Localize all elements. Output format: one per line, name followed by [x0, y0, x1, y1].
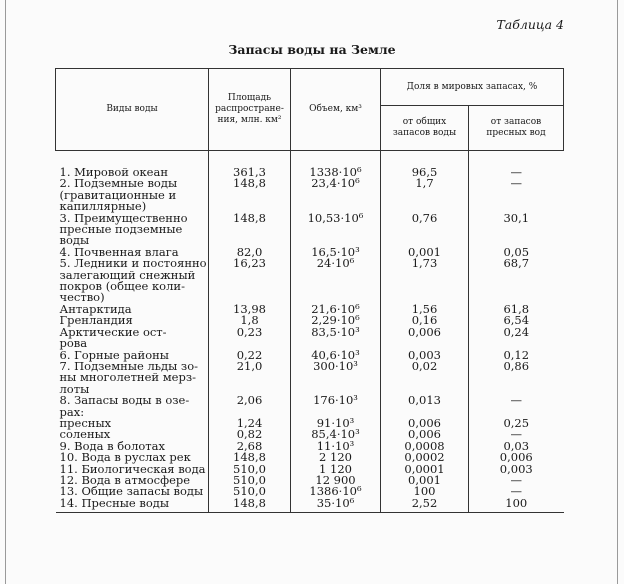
table-row — [56, 418, 564, 429]
share-fresh-cell: 0,05 — [469, 247, 564, 258]
share-total-cell: 0,02 — [381, 361, 469, 395]
area-cell: 13,98 — [209, 304, 291, 315]
volume-cell: 12 900 — [291, 475, 381, 486]
area-cell: 2,06 — [209, 395, 291, 418]
water-kind-label: Гренландия — [59, 313, 133, 328]
share-total-cell: 0,0002 — [381, 452, 469, 463]
table-row — [56, 361, 564, 395]
table-row — [56, 178, 564, 212]
share-total-cell: 0,76 — [381, 213, 469, 247]
water-kind-label: 5. Ледники и постоянно — [59, 256, 207, 271]
volume-cell: 2 120 — [291, 452, 381, 463]
water-kind-label-continuation: пресные подземные — [59, 222, 183, 237]
water-kind-label: 14. Пресные воды — [59, 495, 169, 510]
water-kind-cell — [56, 178, 209, 212]
header-area: Площадь распростране-ния, млн. км² — [209, 69, 291, 151]
share-total-cell: 1,56 — [381, 304, 469, 315]
header-kind: Виды воды — [56, 69, 209, 151]
water-kind-label-continuation: ны многолетней мерз- — [59, 370, 196, 385]
table-row — [56, 395, 564, 418]
table-row — [56, 258, 564, 304]
area-cell: 2,68 — [209, 441, 291, 452]
water-kind-cell — [56, 358, 209, 396]
water-kind-label: Арктические ост- — [59, 324, 167, 339]
water-reserves-table — [55, 68, 564, 513]
water-kind-label: 12. Вода в атмосфере — [59, 472, 191, 487]
share-total-cell: 0,16 — [381, 315, 469, 326]
area-cell: 361,3 — [209, 151, 291, 179]
area-cell: 0,23 — [209, 327, 291, 350]
water-kind-label: 7. Подземные льды зо- — [59, 358, 198, 373]
volume-cell: 83,5·10³ — [291, 327, 381, 350]
share-fresh-cell: — — [469, 475, 564, 486]
water-kind-label-continuation: рова — [59, 336, 88, 351]
water-kind-label-continuation: (гравитационные и — [59, 187, 177, 202]
share-fresh-cell: 61,8 — [469, 304, 564, 315]
share-total-cell: 0,0008 — [381, 441, 469, 452]
table-row — [56, 213, 564, 247]
water-kind-label: соленых — [59, 427, 111, 442]
water-kind-label: 2. Подземные воды — [59, 176, 178, 191]
scan-border-right — [617, 0, 618, 584]
share-fresh-cell: 0,25 — [469, 418, 564, 429]
water-kind-cell — [56, 395, 209, 418]
header-share-fresh: от запасов пресных вод — [469, 106, 564, 151]
water-kind-label: 3. Преимущественно — [59, 210, 188, 225]
water-kind-label-continuation: рах: — [59, 404, 85, 419]
volume-cell: 1338·10⁶ — [291, 151, 381, 179]
water-kind-label: 10. Вода в руслах рек — [59, 450, 191, 465]
water-kind-label: 6. Горные районы — [59, 347, 169, 362]
area-cell: 1,8 — [209, 315, 291, 326]
volume-cell: 2,29·10⁶ — [291, 315, 381, 326]
share-total-cell: 0,0001 — [381, 464, 469, 475]
share-fresh-cell: — — [469, 429, 564, 440]
share-total-cell: 2,52 — [381, 498, 469, 513]
share-total-cell: 0,001 — [381, 247, 469, 258]
share-total-cell: 0,006 — [381, 327, 469, 350]
water-kind-label-continuation: лоты — [59, 381, 90, 396]
share-total-cell: 0,003 — [381, 350, 469, 361]
volume-cell: 21,6·10⁶ — [291, 304, 381, 315]
header-share-total: от общих запасов воды — [381, 106, 469, 151]
share-total-cell: 1,7 — [381, 178, 469, 212]
share-total-cell: 96,5 — [381, 151, 469, 179]
water-kind-label: 9. Вода в болотах — [59, 438, 166, 453]
volume-cell: 1 120 — [291, 464, 381, 475]
water-kind-label: 8. Запасы воды в озе- — [59, 393, 190, 408]
water-kind-label: 4. Почвенная влага — [59, 244, 179, 259]
volume-cell: 16,5·10³ — [291, 247, 381, 258]
table-row — [56, 498, 564, 513]
table-row — [56, 151, 564, 179]
share-fresh-cell: 6,54 — [469, 315, 564, 326]
water-kind-cell — [56, 324, 209, 351]
share-fresh-cell: — — [469, 178, 564, 212]
volume-cell: 1386·10⁶ — [291, 486, 381, 497]
header-volume: Объем, км³ — [291, 69, 381, 151]
share-total-cell: 0,006 — [381, 418, 469, 429]
water-kind-label: 11. Биологическая вода — [59, 461, 206, 476]
share-fresh-cell: — — [469, 395, 564, 418]
water-kind-cell — [56, 151, 209, 179]
water-kind-label: Антарктида — [59, 301, 132, 316]
share-fresh-cell: 100 — [469, 498, 564, 513]
volume-cell: 11·10³ — [291, 441, 381, 452]
share-fresh-cell: 30,1 — [469, 213, 564, 247]
volume-cell: 91·10³ — [291, 418, 381, 429]
water-kind-cell — [56, 258, 209, 304]
area-cell: 0,22 — [209, 350, 291, 361]
share-fresh-cell: — — [469, 151, 564, 179]
water-kind-label: пресных — [59, 415, 112, 430]
area-cell: 510,0 — [209, 486, 291, 497]
volume-cell: 23,4·10⁶ — [291, 178, 381, 212]
share-fresh-cell: — — [469, 486, 564, 497]
water-kind-label-continuation: воды — [59, 233, 90, 248]
water-kind-cell — [56, 495, 209, 513]
volume-cell: 35·10⁶ — [291, 498, 381, 513]
area-cell: 148,8 — [209, 498, 291, 513]
share-total-cell: 0,006 — [381, 429, 469, 440]
area-cell: 1,24 — [209, 418, 291, 429]
water-kind-label-continuation: залегающий снежный — [59, 267, 196, 282]
area-cell: 510,0 — [209, 464, 291, 475]
volume-cell: 10,53·10⁶ — [291, 213, 381, 247]
water-kind-label-continuation: покров (общее коли- — [59, 279, 185, 294]
water-kind-cell — [56, 210, 209, 248]
area-cell: 82,0 — [209, 247, 291, 258]
share-fresh-cell: 0,03 — [469, 441, 564, 452]
share-fresh-cell: 0,003 — [469, 464, 564, 475]
area-cell: 148,8 — [209, 178, 291, 212]
water-kind-label: 1. Мировой океан — [59, 165, 169, 179]
share-fresh-cell: 68,7 — [469, 258, 564, 304]
share-fresh-cell: 0,86 — [469, 361, 564, 395]
area-cell: 510,0 — [209, 475, 291, 486]
volume-cell: 24·10⁶ — [291, 258, 381, 304]
share-total-cell: 0,013 — [381, 395, 469, 418]
area-cell: 0,82 — [209, 429, 291, 440]
area-cell: 148,8 — [209, 452, 291, 463]
water-kind-label-continuation: капиллярные) — [59, 199, 147, 214]
volume-cell: 176·10³ — [291, 395, 381, 418]
share-total-cell: 100 — [381, 486, 469, 497]
table-caption: Таблица 4 — [496, 17, 564, 32]
volume-cell: 40,6·10³ — [291, 350, 381, 361]
water-kind-label-continuation: чество) — [59, 290, 105, 305]
area-cell: 16,23 — [209, 258, 291, 304]
share-fresh-cell: 0,12 — [469, 350, 564, 361]
scan-border-left — [5, 0, 6, 584]
share-total-cell: 1,73 — [381, 258, 469, 304]
table-row — [56, 327, 564, 350]
share-fresh-cell: 0,006 — [469, 452, 564, 463]
table-title: Запасы воды на Земле — [228, 42, 396, 57]
area-cell: 21,0 — [209, 361, 291, 395]
area-cell: 148,8 — [209, 213, 291, 247]
share-total-cell: 0,001 — [381, 475, 469, 486]
share-fresh-cell: 0,24 — [469, 327, 564, 350]
water-kind-label: 13. Общие запасы воды — [59, 484, 204, 499]
volume-cell: 300·10³ — [291, 361, 381, 395]
header-share: Доля в мировых запасах, % — [381, 69, 564, 106]
volume-cell: 85,4·10³ — [291, 429, 381, 440]
